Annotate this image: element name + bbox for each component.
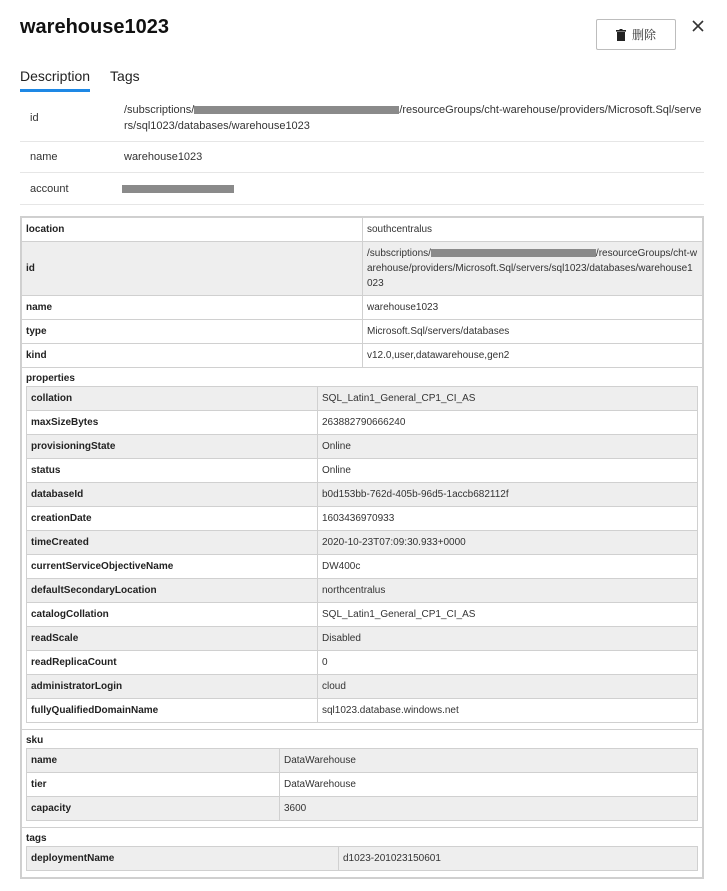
row-value: DataWarehouse bbox=[280, 773, 698, 797]
row-value: 3600 bbox=[280, 797, 698, 821]
table-row bbox=[27, 675, 698, 699]
row-value: v12.0,user,datawarehouse,gen2 bbox=[363, 344, 703, 368]
sku-section bbox=[21, 730, 703, 828]
redacted-block bbox=[431, 249, 596, 257]
table-row bbox=[27, 555, 698, 579]
table-row bbox=[22, 296, 703, 320]
row-key: maxSizeBytes bbox=[27, 411, 318, 435]
row-key: kind bbox=[22, 344, 363, 368]
summary-key: name bbox=[30, 151, 58, 163]
redacted-block bbox=[194, 106, 399, 114]
row-key: catalogCollation bbox=[27, 603, 318, 627]
row-value: DW400c bbox=[318, 555, 698, 579]
row-key: databaseId bbox=[27, 483, 318, 507]
row-key: currentServiceObjectiveName bbox=[27, 555, 318, 579]
table-row bbox=[27, 459, 698, 483]
properties-table bbox=[26, 386, 698, 723]
summary-key: id bbox=[30, 112, 39, 124]
row-value: Disabled bbox=[318, 627, 698, 651]
row-value: 0 bbox=[318, 651, 698, 675]
row-value: northcentralus bbox=[318, 579, 698, 603]
row-key: id bbox=[22, 242, 363, 296]
row-key: capacity bbox=[27, 797, 280, 821]
row-value: 1603436970933 bbox=[318, 507, 698, 531]
row-key: location bbox=[22, 218, 363, 242]
row-value: Microsoft.Sql/servers/databases bbox=[363, 320, 703, 344]
section-label: properties bbox=[26, 373, 75, 384]
table-row bbox=[22, 320, 703, 344]
row-key: name bbox=[27, 749, 280, 773]
summary-row-id bbox=[20, 95, 704, 142]
table-row bbox=[27, 773, 698, 797]
summary-row-name bbox=[20, 142, 704, 173]
page-title: warehouse1023 bbox=[20, 16, 169, 38]
row-key: defaultSecondaryLocation bbox=[27, 579, 318, 603]
section-label: sku bbox=[26, 735, 44, 746]
delete-button[interactable] bbox=[596, 19, 676, 50]
row-key: type bbox=[22, 320, 363, 344]
row-key: creationDate bbox=[27, 507, 318, 531]
row-value bbox=[363, 242, 703, 296]
row-value: DataWarehouse bbox=[280, 749, 698, 773]
table-row bbox=[27, 435, 698, 459]
table-row bbox=[27, 507, 698, 531]
id-suffix: /resourceGroups/cht-warehouse/providers/Microsoft.Sql/servers/sql1023/databases/warehouse1023 bbox=[367, 248, 698, 289]
sku-table bbox=[26, 748, 698, 821]
table-row bbox=[27, 483, 698, 507]
table-row bbox=[22, 242, 703, 296]
row-key: status bbox=[27, 459, 318, 483]
row-key: readScale bbox=[27, 627, 318, 651]
table-row bbox=[27, 603, 698, 627]
summary-value bbox=[124, 181, 704, 197]
table-row bbox=[27, 627, 698, 651]
table-row bbox=[27, 579, 698, 603]
table-row bbox=[27, 411, 698, 435]
tags-table bbox=[26, 846, 698, 871]
row-key: readReplicaCount bbox=[27, 651, 318, 675]
table-row bbox=[27, 531, 698, 555]
table-row bbox=[22, 218, 703, 242]
row-key: fullyQualifiedDomainName bbox=[27, 699, 318, 723]
row-value: 263882790666240 bbox=[318, 411, 698, 435]
row-key: tier bbox=[27, 773, 280, 797]
table-row bbox=[27, 847, 698, 871]
row-value: Online bbox=[318, 459, 698, 483]
trash-icon bbox=[616, 29, 626, 41]
tab-description[interactable]: Description bbox=[20, 68, 90, 92]
row-value: b0d153bb-762d-405b-96d5-1accb682112f bbox=[318, 483, 698, 507]
table-row bbox=[27, 651, 698, 675]
row-key: name bbox=[22, 296, 363, 320]
summary-key: account bbox=[30, 182, 69, 195]
row-key: provisioningState bbox=[27, 435, 318, 459]
tab-bar bbox=[20, 68, 140, 92]
redacted-block bbox=[122, 185, 234, 193]
row-value: cloud bbox=[318, 675, 698, 699]
row-value: southcentralus bbox=[363, 218, 703, 242]
delete-label: 删除 bbox=[631, 28, 656, 42]
row-value: 2020-10-23T07:09:30.933+0000 bbox=[318, 531, 698, 555]
row-key: timeCreated bbox=[27, 531, 318, 555]
top-table bbox=[21, 217, 703, 368]
close-icon[interactable] bbox=[689, 17, 707, 35]
table-row bbox=[22, 344, 703, 368]
id-prefix: /subscriptions/ bbox=[124, 104, 195, 116]
row-value: Online bbox=[318, 435, 698, 459]
detail-panel bbox=[20, 216, 704, 879]
tab-tags[interactable]: Tags bbox=[110, 68, 140, 84]
id-prefix: /subscriptions/ bbox=[367, 248, 431, 259]
table-row bbox=[27, 749, 698, 773]
row-value: warehouse1023 bbox=[363, 296, 703, 320]
section-label: tags bbox=[26, 833, 47, 844]
row-key: administratorLogin bbox=[27, 675, 318, 699]
summary-value bbox=[124, 102, 704, 134]
summary-row-account bbox=[20, 173, 704, 205]
row-key: collation bbox=[27, 387, 318, 411]
id-suffix: /resourceGroups/cht-warehouse/providers/Microsoft.Sql/servers/sql1023/databases/warehouse1023 bbox=[124, 104, 702, 132]
table-row bbox=[27, 699, 698, 723]
row-value: SQL_Latin1_General_CP1_CI_AS bbox=[318, 603, 698, 627]
row-value: SQL_Latin1_General_CP1_CI_AS bbox=[318, 387, 698, 411]
summary-list bbox=[20, 95, 704, 205]
properties-section bbox=[21, 368, 703, 730]
table-row bbox=[27, 387, 698, 411]
row-value: sql1023.database.windows.net bbox=[318, 699, 698, 723]
tags-section bbox=[21, 828, 703, 878]
summary-value: warehouse1023 bbox=[124, 151, 203, 163]
table-row bbox=[27, 797, 698, 821]
row-key: deploymentName bbox=[27, 847, 339, 871]
row-value: d1023-201023150601 bbox=[339, 847, 698, 871]
